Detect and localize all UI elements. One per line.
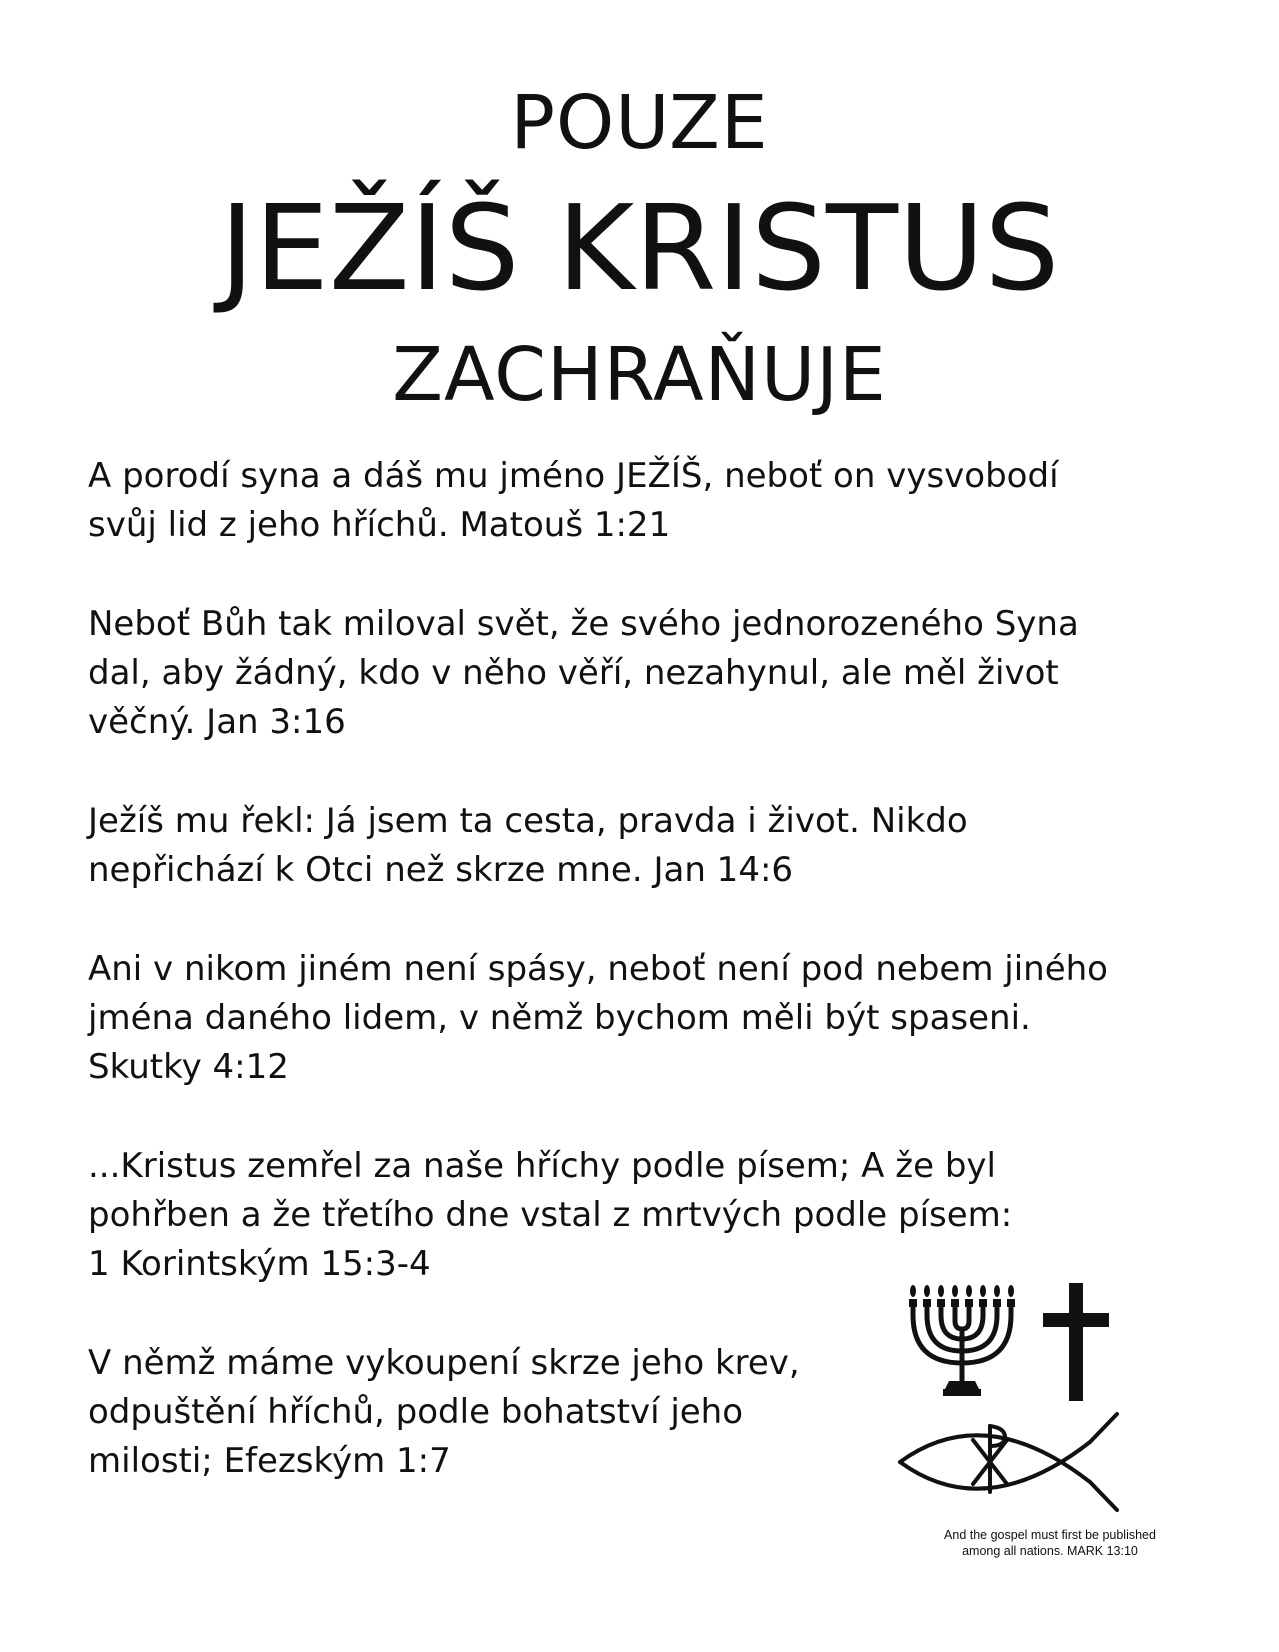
verse-john-14-6: Ježíš mu řekl: Já jsem ta cesta, pravda i život. Nikdo nepřichází k Otci než skrze mne. Jan 14:6 [88,801,968,890]
menorah-icon [905,1285,1025,1400]
caption-line-2: among all nations. MARK 13:10 [962,1544,1138,1558]
verse-matthew-1-21: A porodí syna a dáš mu jméno JEŽÍŠ, neboť on vysvobodí svůj lid z jeho hříchů. Matouš 1:21 [88,456,1059,545]
verse-1-corinthians-15-3: ...Kristus zemřel za naše hříchy podle písem; A že byl pohřben a že třetího dne vstal z mrtvých podle písem: 1 Korintským 15:3-4 [88,1146,1013,1284]
title-line-name: JEŽÍŠ KRISTUS [219,179,1060,317]
caption-line-1: And the gospel must first be published [944,1528,1156,1542]
verse-john-3-16: Neboť Bůh tak miloval svět, že svého jednorozeného Syna dal, aby žádný, kdo v něho věří, nezahynul, ale měl život věčný. Jan 3:16 [88,604,1079,742]
title-line-zachranuje: ZACHRAŇUJE [392,332,887,418]
verse-ephesians-1-7: V němž máme vykoupení skrze jeho krev, odpuštění hříchů, podle bohatství jeho milosti; Efezským 1:7 [88,1343,800,1481]
title-line-pouze: POUZE [510,80,769,166]
faith-symbols [905,1285,1195,1515]
verse-acts-4-12: Ani v nikom jiném není spásy, neboť není pod nebem jiného jména daného lidem, v němž bychom měli být spaseni. Skutky 4:12 [88,949,1108,1087]
footer-caption [915,1527,1185,1559]
cross-icon [1043,1283,1109,1403]
ichthys-chi-rho-icon [895,1410,1125,1515]
